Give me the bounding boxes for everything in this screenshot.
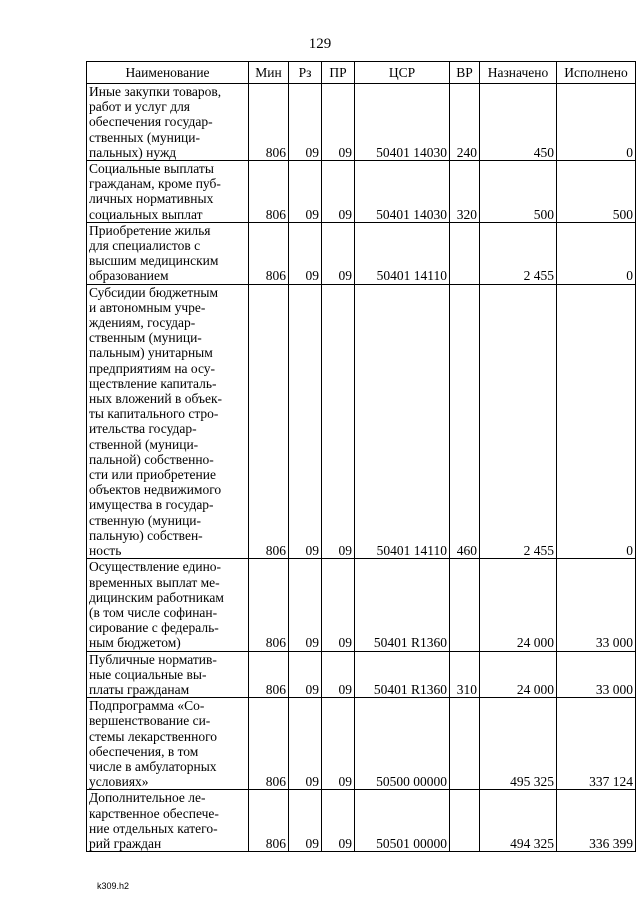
row-name-line: ственных (муници- [89, 129, 201, 145]
row-name-line: гражданам, кроме пуб- [89, 176, 221, 192]
row-name-line: пальных) нужд [89, 144, 177, 160]
cell-csr: 50401 14030 [355, 84, 450, 161]
header-executed: Исполнено [557, 62, 636, 84]
cell-vr [450, 790, 480, 852]
cell-vr: 310 [450, 651, 480, 698]
row-name-line: Социальные выплаты [89, 161, 214, 177]
table-row [87, 698, 636, 790]
header-csr: ЦСР [355, 62, 450, 84]
row-name [87, 790, 249, 852]
cell-executed: 33 000 [557, 651, 636, 698]
cell-csr: 50401 R1360 [355, 559, 450, 651]
row-name-line: имущества в государ- [89, 497, 214, 513]
row-name-line: Публичные норматив- [89, 651, 217, 667]
row-name [87, 698, 249, 790]
header-assigned: Назначено [480, 62, 557, 84]
row-name-line: обеспечения, в том [89, 743, 199, 759]
row-name-line: ительства государ- [89, 421, 197, 437]
cell-csr: 50401 14110 [355, 222, 450, 284]
cell-pr: 09 [322, 161, 355, 223]
cell-vr: 320 [450, 161, 480, 223]
row-name [87, 651, 249, 698]
row-name-line: Приобретение жилья [89, 222, 211, 238]
cell-pr: 09 [322, 559, 355, 651]
row-name-line: дицинским работникам [89, 589, 224, 605]
row-name [87, 84, 249, 161]
row-name-line: платы гражданам [89, 681, 190, 697]
header-vr: ВР [450, 62, 480, 84]
cell-vr [450, 559, 480, 651]
cell-csr: 50401 R1360 [355, 651, 450, 698]
cell-rz: 09 [289, 161, 322, 223]
row-name-line: ность [89, 543, 122, 559]
row-name-line: пальным) унитарным [89, 345, 213, 361]
cell-assigned: 500 [480, 161, 557, 223]
cell-rz: 09 [289, 284, 322, 559]
row-name-line: ственным (муници- [89, 330, 202, 346]
cell-min: 806 [249, 84, 289, 161]
row-name-line: ственной (муници- [89, 436, 199, 452]
cell-pr: 09 [322, 698, 355, 790]
row-name-line: стемы лекарственного [89, 728, 218, 744]
cell-csr: 50500 00000 [355, 698, 450, 790]
header-pr: ПР [322, 62, 355, 84]
cell-rz: 09 [289, 698, 322, 790]
cell-min: 806 [249, 284, 289, 559]
cell-executed: 500 [557, 161, 636, 223]
table-row [87, 651, 636, 698]
cell-assigned: 2 455 [480, 222, 557, 284]
row-name-line: обеспечения государ- [89, 114, 213, 130]
table-row [87, 161, 636, 223]
row-name-line: Субсидии бюджетным [89, 284, 219, 300]
row-name-line: Иные закупки товаров, [89, 84, 222, 99]
cell-rz: 09 [289, 222, 322, 284]
row-name-line: вершенствование си- [89, 713, 211, 729]
row-name [87, 559, 249, 651]
cell-pr: 09 [322, 790, 355, 852]
row-name-line: ждениям, государ- [89, 315, 196, 331]
cell-min: 806 [249, 222, 289, 284]
row-name-line: социальных выплат [89, 206, 203, 222]
row-name-line: сти или приобретение [89, 467, 216, 483]
row-name-line: образованием [89, 268, 169, 284]
row-name-line: временных выплат ме- [89, 574, 220, 590]
row-name-line: личных нормативных [89, 191, 214, 207]
row-name-line: ные социальные вы- [89, 666, 207, 682]
row-name-line: условиях» [89, 774, 149, 790]
cell-rz: 09 [289, 790, 322, 852]
header-min: Мин [249, 62, 289, 84]
cell-executed: 0 [557, 84, 636, 161]
cell-csr: 50401 14110 [355, 284, 450, 559]
cell-executed: 0 [557, 222, 636, 284]
table-row [87, 222, 636, 284]
cell-pr: 09 [322, 84, 355, 161]
cell-executed: 33 000 [557, 559, 636, 651]
row-name-line: Осуществление едино- [89, 559, 222, 575]
cell-pr: 09 [322, 651, 355, 698]
cell-pr: 09 [322, 222, 355, 284]
row-name-line: пальной) собственно- [89, 451, 214, 467]
row-name-line: и автономным учре- [89, 299, 206, 315]
row-name-line: ты капитального стро- [89, 406, 219, 422]
row-name [87, 284, 249, 559]
row-name-line: объектов недвижимого [89, 482, 222, 498]
row-name-line: ным бюджетом) [89, 635, 181, 651]
row-name-line: ществление капиталь- [89, 375, 217, 391]
row-name-line: числе в амбулаторных [89, 758, 217, 774]
row-name [87, 222, 249, 284]
cell-assigned: 24 000 [480, 651, 557, 698]
row-name-line: ние отдельных катего- [89, 820, 218, 836]
cell-min: 806 [249, 790, 289, 852]
row-name [87, 161, 249, 223]
cell-pr: 09 [322, 284, 355, 559]
row-name-line: высшим медицинским [89, 253, 219, 269]
row-name-line: (в том числе софинан- [89, 604, 218, 620]
row-name-line: ственную (муници- [89, 512, 202, 528]
row-name-line: сирование с федераль- [89, 620, 219, 636]
cell-executed: 336 399 [557, 790, 636, 852]
row-name-line: Подпрограмма «Со- [89, 698, 205, 714]
row-name-line: пальную) собствен- [89, 527, 203, 543]
table-row [87, 84, 636, 161]
cell-assigned: 24 000 [480, 559, 557, 651]
row-name-line: рий граждан [89, 835, 162, 851]
cell-vr [450, 222, 480, 284]
table-header-row [87, 62, 636, 84]
cell-vr: 460 [450, 284, 480, 559]
cell-min: 806 [249, 698, 289, 790]
budget-table [86, 61, 636, 852]
cell-executed: 0 [557, 284, 636, 559]
table-row [87, 284, 636, 559]
cell-csr: 50401 14030 [355, 161, 450, 223]
row-name-line: карственное обеспече- [89, 805, 219, 821]
cell-vr: 240 [450, 84, 480, 161]
cell-csr: 50501 00000 [355, 790, 450, 852]
cell-assigned: 2 455 [480, 284, 557, 559]
table-row [87, 559, 636, 651]
row-name-line: ных вложений в объек- [89, 391, 223, 407]
footer-code: k309.h2 [97, 881, 130, 891]
cell-min: 806 [249, 651, 289, 698]
table-row [87, 790, 636, 852]
cell-rz: 09 [289, 559, 322, 651]
cell-rz: 09 [289, 84, 322, 161]
row-name-line: для специалистов с [89, 238, 201, 254]
cell-assigned: 494 325 [480, 790, 557, 852]
cell-rz: 09 [289, 651, 322, 698]
cell-assigned: 450 [480, 84, 557, 161]
header-rz: Рз [289, 62, 322, 84]
header-name: Наименование [87, 62, 249, 84]
cell-min: 806 [249, 161, 289, 223]
cell-executed: 337 124 [557, 698, 636, 790]
cell-vr [450, 698, 480, 790]
cell-min: 806 [249, 559, 289, 651]
row-name-line: предприятиям на осу- [89, 360, 216, 376]
page-number: 129 [308, 36, 332, 52]
row-name-line: работ и услуг для [89, 99, 191, 115]
cell-assigned: 495 325 [480, 698, 557, 790]
row-name-line: Дополнительное ле- [89, 790, 206, 806]
